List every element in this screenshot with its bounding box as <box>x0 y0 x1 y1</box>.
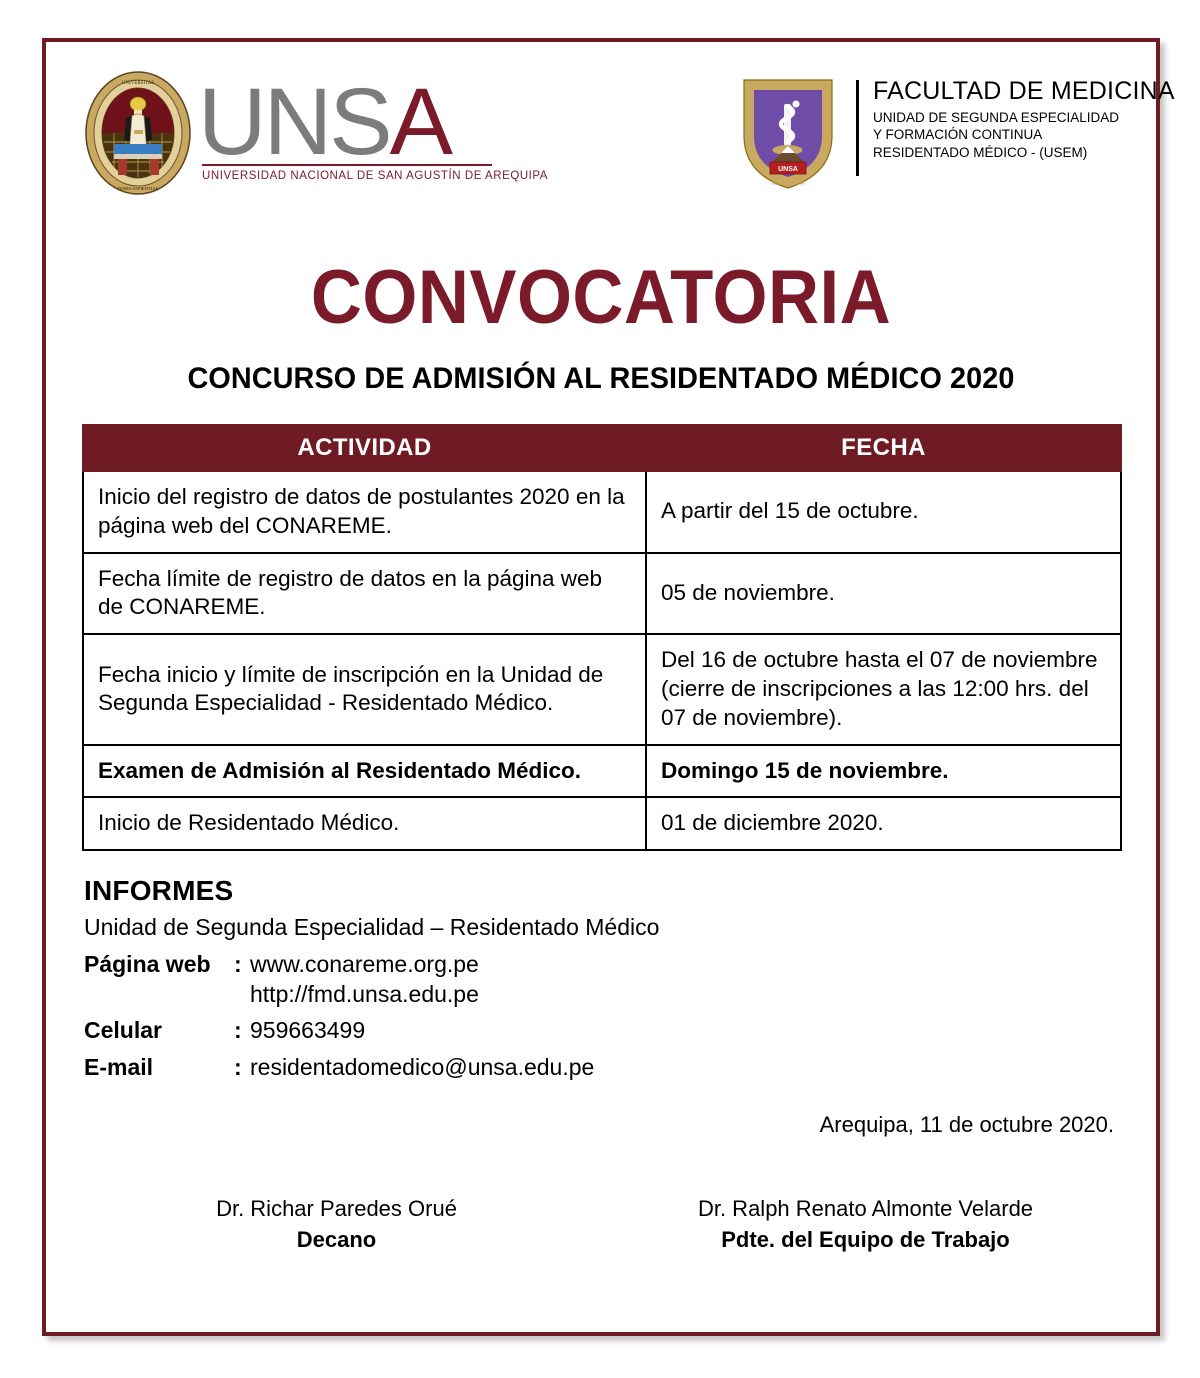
unsa-tagline: UNIVERSIDAD NACIONAL DE SAN AGUSTÍN DE AREQUIPA <box>202 170 549 183</box>
svg-text:UNIVERSITAS: UNIVERSITAS <box>121 81 155 86</box>
facultad-logo-block <box>736 74 1175 192</box>
header-vertical-divider <box>856 80 859 176</box>
signature-name: Dr. Ralph Renato Almonte Velarde <box>697 1195 1034 1221</box>
informes-email-row <box>84 1053 1156 1082</box>
cell-fecha: A partir del 15 de octubre. <box>646 471 1121 553</box>
informes-heading: INFORMES <box>84 875 234 907</box>
signature-role: Pdte. del Equipo de Trabajo <box>721 1226 1010 1252</box>
schedule-table <box>82 424 1122 851</box>
cell-actividad: Fecha límite de registro de datos en la página web de CONAREME. <box>83 553 646 635</box>
cell-actividad: Inicio de Residentado Médico. <box>83 797 646 850</box>
unsa-wordmark-plain: UNS <box>198 68 390 175</box>
schedule-table-wrapper <box>82 424 1120 851</box>
unsa-wordmark <box>198 68 548 175</box>
table-header-row <box>83 425 1121 471</box>
signature-block-dean <box>72 1196 601 1253</box>
cell-fecha: Domingo 15 de noviembre. <box>646 745 1121 798</box>
informes-web-value-2[interactable]: http://fmd.unsa.edu.pe <box>250 980 479 1007</box>
unsa-seal-icon <box>84 70 192 196</box>
poster-frame <box>42 38 1175 1336</box>
cell-fecha: 01 de diciembre 2020. <box>646 797 1121 850</box>
informes-phone-row <box>84 1016 1156 1045</box>
informes-web-value-1[interactable]: www.conareme.org.pe <box>250 950 479 977</box>
facultad-subtitle-line3: RESIDENTADO MÉDICO - (USEM) <box>873 144 1088 160</box>
informes-unit: Unidad de Segunda Especialidad – Residentado Médico <box>84 914 660 941</box>
informes-web-row <box>84 950 1156 979</box>
informes-email-colon: : <box>234 1054 242 1081</box>
signature-name: Dr. Richar Paredes Orué <box>216 1195 457 1221</box>
table-header-fecha: FECHA <box>646 425 1121 471</box>
signatures-section <box>46 1196 1156 1253</box>
document-header <box>46 42 1175 222</box>
informes-web-label: Página web <box>84 950 211 977</box>
informes-section <box>84 875 1156 1082</box>
svg-text:FACULTAD DE MEDICINA: FACULTAD DE MEDICINA <box>749 82 827 89</box>
cell-actividad: Inicio del registro de datos de postulantes 2020 en la página web del CONAREME. <box>83 471 646 553</box>
facultad-title: FACULTAD DE MEDICINA <box>873 77 1175 105</box>
table-header-actividad: ACTIVIDAD <box>83 425 646 471</box>
table-row <box>83 471 1121 553</box>
informes-email-label: E-mail <box>84 1054 154 1081</box>
informes-web-colon: : <box>234 950 242 977</box>
signature-block-president <box>601 1196 1130 1253</box>
signature-role: Decano <box>296 1226 377 1252</box>
cell-actividad: Examen de Admisión al Residentado Médico. <box>83 745 646 798</box>
place-and-date: Arequipa, 11 de octubre 2020. <box>819 1111 1114 1137</box>
table-row <box>83 745 1121 798</box>
unsa-logo-block <box>84 70 548 196</box>
informes-email-value[interactable]: residentadomedico@unsa.edu.pe <box>250 1054 595 1081</box>
facultad-subtitle-line1: UNIDAD DE SEGUNDA ESPECIALIDAD <box>873 110 1120 125</box>
table-row <box>83 797 1121 850</box>
page-title: CONVOCATORIA <box>310 255 892 340</box>
unsa-wordmark-accent: A <box>389 68 450 175</box>
informes-phone-label: Celular <box>84 1017 162 1044</box>
svg-text:DORIS SAPIENTIAE: DORIS SAPIENTIAE <box>117 186 159 191</box>
table-row <box>83 634 1121 744</box>
cell-fecha: 05 de noviembre. <box>646 553 1121 635</box>
page-subtitle: CONCURSO DE ADMISIÓN AL RESIDENTADO MÉDICO 2020 <box>187 362 1015 395</box>
svg-text:UNSA: UNSA <box>778 166 798 173</box>
facultad-shield-icon <box>736 74 840 192</box>
cell-actividad: Fecha inicio y límite de inscripción en la Unidad de Segunda Especialidad - Residentado Médico. <box>83 634 646 744</box>
facultad-subtitle-line2: Y FORMACIÓN CONTINUA <box>873 127 1043 143</box>
informes-phone-colon: : <box>234 1017 242 1044</box>
svg-text:AREQUIPA: AREQUIPA <box>771 180 805 187</box>
cell-fecha: Del 16 de octubre hasta el 07 de noviembre (cierre de inscripciones a las 12:00 hrs. del 07 de noviembre). <box>646 634 1121 744</box>
informes-phone-value: 959663499 <box>250 1017 366 1044</box>
table-row <box>83 553 1121 635</box>
